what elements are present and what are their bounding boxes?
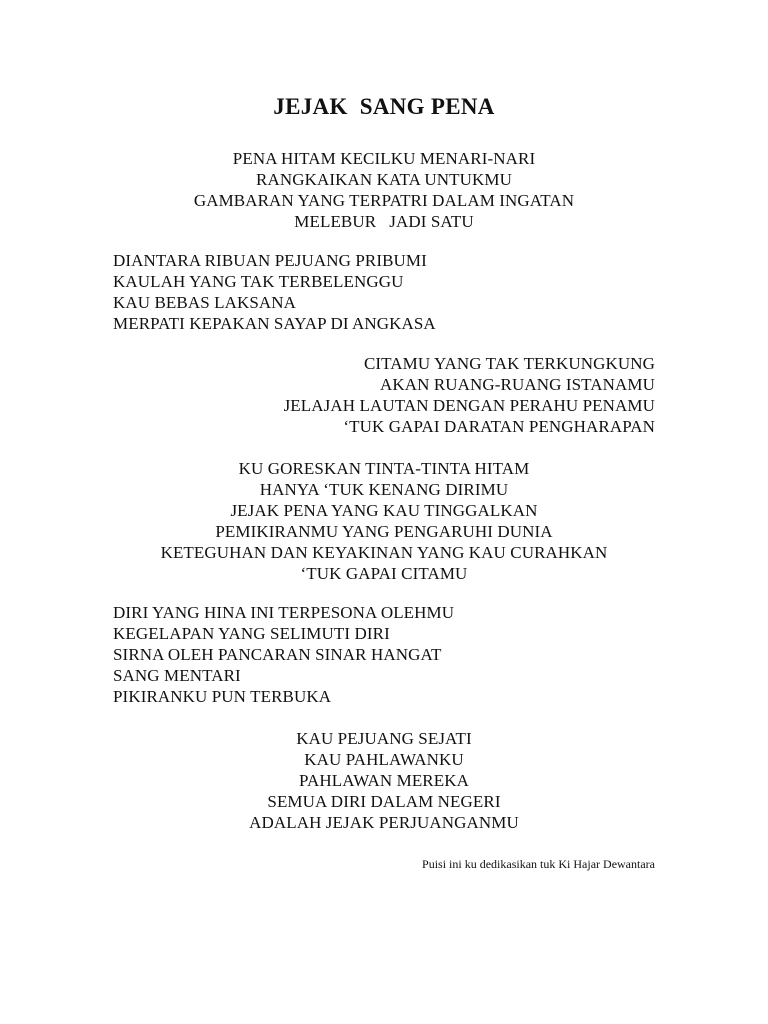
poem-title: JEJAK SANG PENA [273, 94, 495, 119]
poem-line: MERPATI KEPAKAN SAYAP DI ANGKASA [113, 314, 436, 333]
poem-line: HANYA ‘TUK KENANG DIRIMU [259, 480, 509, 499]
poem-line: KU GORESKAN TINTA-TINTA HITAM [238, 459, 530, 478]
poem-line: KAU PAHLAWANKU [304, 750, 464, 769]
poem-line: KEGELAPAN YANG SELIMUTI DIRI [113, 624, 390, 643]
stanza-1 [0, 148, 768, 232]
poem-line: KETEGUHAN DAN KEYAKINAN YANG KAU CURAHKAN [160, 543, 608, 562]
poem-line: SIRNA OLEH PANCARAN SINAR HANGAT [113, 645, 442, 664]
poem-line: PIKIRANKU PUN TERBUKA [113, 687, 332, 706]
poem-line: ‘TUK GAPAI CITAMU [300, 564, 468, 583]
poem-line: KAU BEBAS LAKSANA [113, 293, 297, 312]
poem-line: JELAJAH LAUTAN DENGAN PERAHU PENAMU [283, 396, 655, 415]
stanza-2 [113, 250, 436, 334]
poem-line: SEMUA DIRI DALAM NEGERI [267, 792, 501, 811]
poem-line: PENA HITAM KECILKU MENARI-NARI [232, 149, 536, 168]
poem-line: PEMIKIRANMU YANG PENGARUHI DUNIA [215, 522, 553, 541]
poem-line: JEJAK PENA YANG KAU TINGGALKAN [230, 501, 538, 520]
stanza-5 [113, 602, 454, 707]
poem-line: PAHLAWAN MEREKA [299, 771, 469, 790]
dedication-note: Puisi ini ku dedikasikan tuk Ki Hajar Dewantara [422, 857, 655, 871]
poem-line: ‘TUK GAPAI DARATAN PENGHARAPAN [343, 417, 655, 436]
stanza-6 [0, 728, 768, 833]
poem-line: KAULAH YANG TAK TERBELENGGU [113, 272, 404, 291]
poem-line: CITAMU YANG TAK TERKUNGKUNG [363, 354, 655, 373]
stanza-4 [0, 458, 768, 584]
poem-line: KAU PEJUANG SEJATI [296, 729, 472, 748]
poem-line: DIRI YANG HINA INI TERPESONA OLEHMU [113, 603, 455, 622]
poem-line: ADALAH JEJAK PERJUANGANMU [249, 813, 519, 832]
stanza-3 [284, 353, 655, 437]
poem-line: RANGKAIKAN KATA UNTUKMU [256, 170, 512, 189]
poem-line: AKAN RUANG-RUANG ISTANAMU [379, 375, 655, 394]
poem-line: SANG MENTARI [113, 666, 241, 685]
poem-line: DIANTARA RIBUAN PEJUANG PRIBUMI [113, 251, 427, 270]
poem-line: GAMBARAN YANG TERPATRI DALAM INGATAN [193, 191, 575, 210]
poem-line: MELEBUR JADI SATU [294, 212, 474, 231]
